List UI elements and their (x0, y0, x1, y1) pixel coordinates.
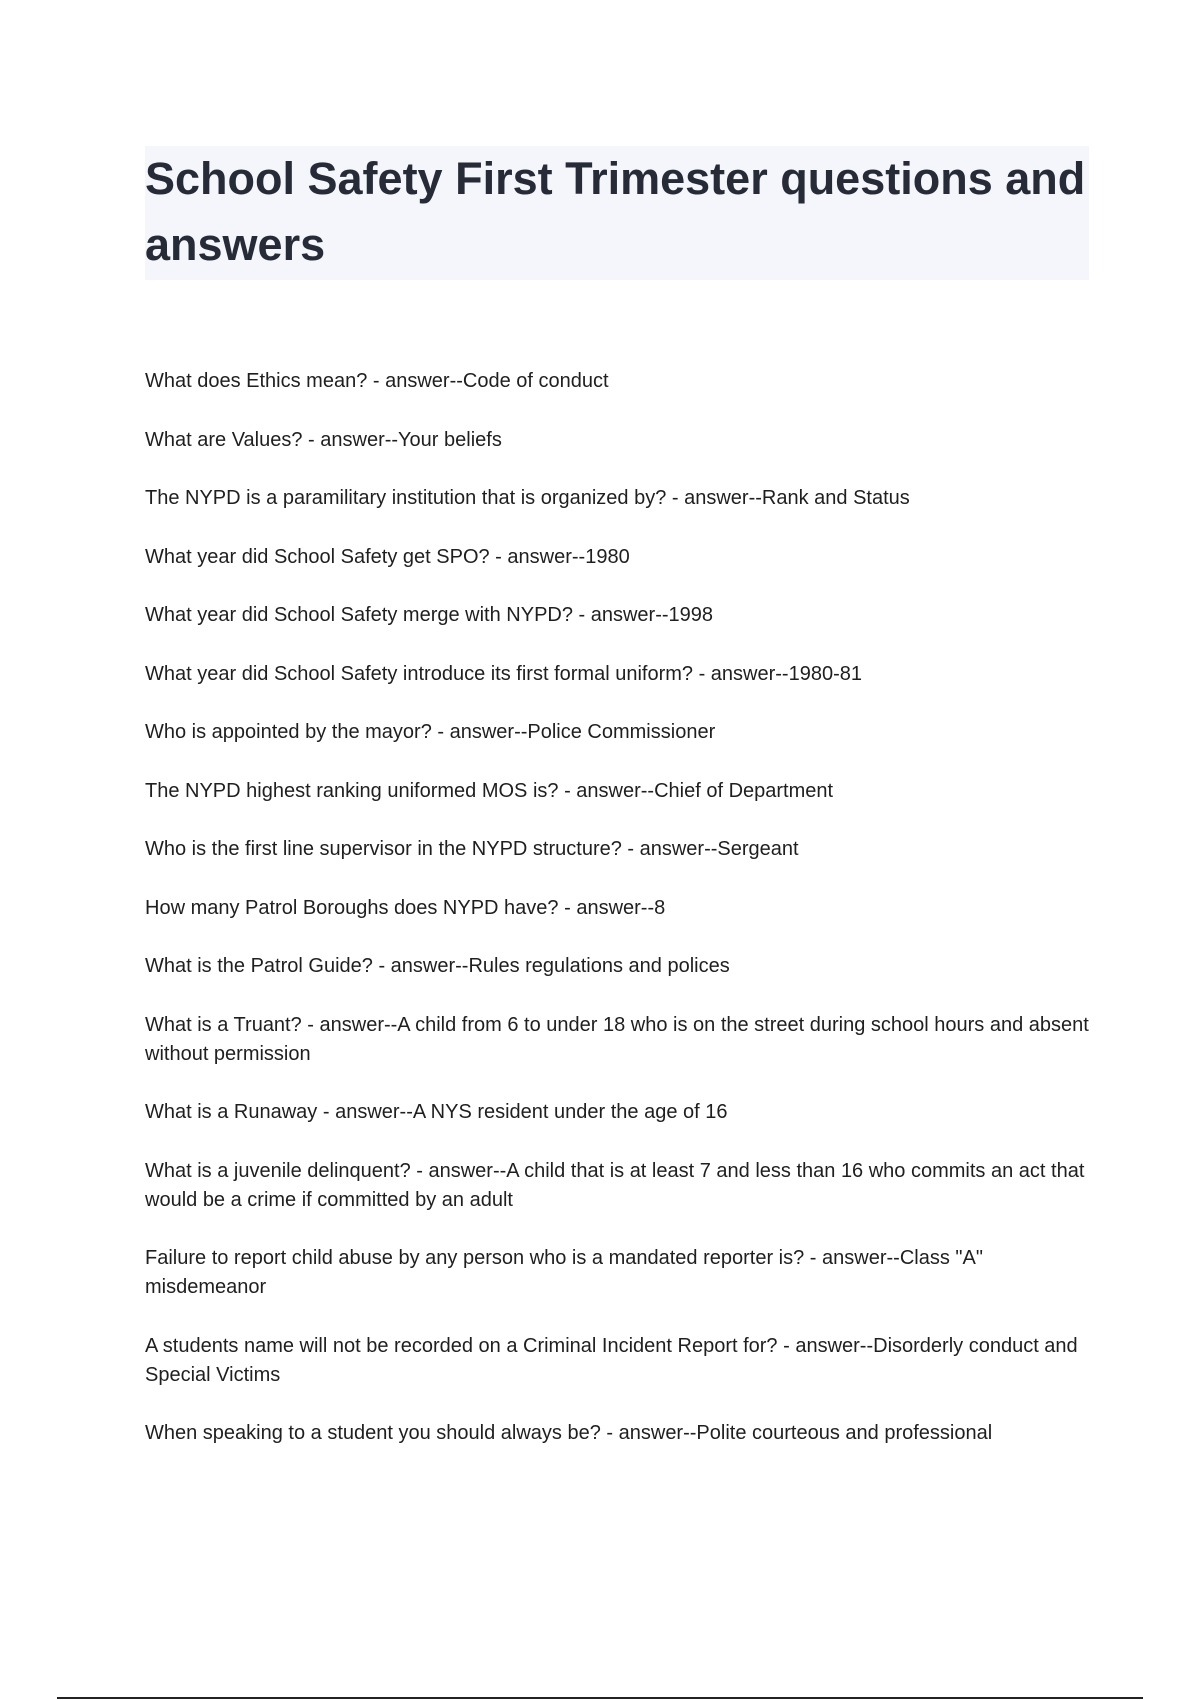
qa-list (145, 367, 1091, 1478)
title-banner (145, 146, 1089, 280)
qa-item: Who is the first line supervisor in the NYPD structure? - answer--Sergeant (145, 838, 799, 860)
qa-item: What is a Truant? - answer--A child from 6 to under 18 who is on the street during school hours and absent without permission (145, 1013, 1089, 1065)
qa-item: How many Patrol Boroughs does NYPD have? - answer--8 (145, 896, 666, 919)
qa-item: A students name will not be recorded on a Criminal Incident Report for? - answer--Disorderly conduct and Special Victims (145, 1334, 1078, 1386)
qa-item: What year did School Safety merge with NYPD? - answer--1998 (145, 604, 714, 626)
qa-item: The NYPD highest ranking uniformed MOS is? - answer--Chief of Department (145, 779, 834, 802)
qa-item: What does Ethics mean? - answer--Code of conduct (145, 370, 609, 392)
qa-item: What year did School Safety introduce its first formal uniform? - answer--1980-81 (145, 662, 862, 685)
qa-item: What is the Patrol Guide? - answer--Rules regulations and polices (145, 955, 730, 977)
qa-item: What are Values? - answer--Your beliefs (145, 428, 502, 451)
page-bottom-rule (57, 1697, 1143, 1699)
qa-item: Who is appointed by the mayor? - answer--Police Commissioner (145, 721, 716, 743)
qa-item: Failure to report child abuse by any person who is a mandated reporter is? - answer--Class "A" misdemeanor (145, 1247, 983, 1298)
qa-item: The NYPD is a paramilitary institution that is organized by? - answer--Rank and Status (145, 487, 910, 509)
qa-item: What is a juvenile delinquent? - answer--A child that is at least 7 and less than 16 who commits an act that would be a crime if committed by an adult (145, 1159, 1085, 1211)
qa-item: When speaking to a student you should always be? - answer--Polite courteous and professional (145, 1422, 993, 1444)
page-title: School Safety First Trimester questions and answers (145, 153, 1086, 270)
qa-item: What year did School Safety get SPO? - answer--1980 (145, 545, 630, 568)
qa-item: What is a Runaway - answer--A NYS resident under the age of 16 (145, 1101, 728, 1123)
